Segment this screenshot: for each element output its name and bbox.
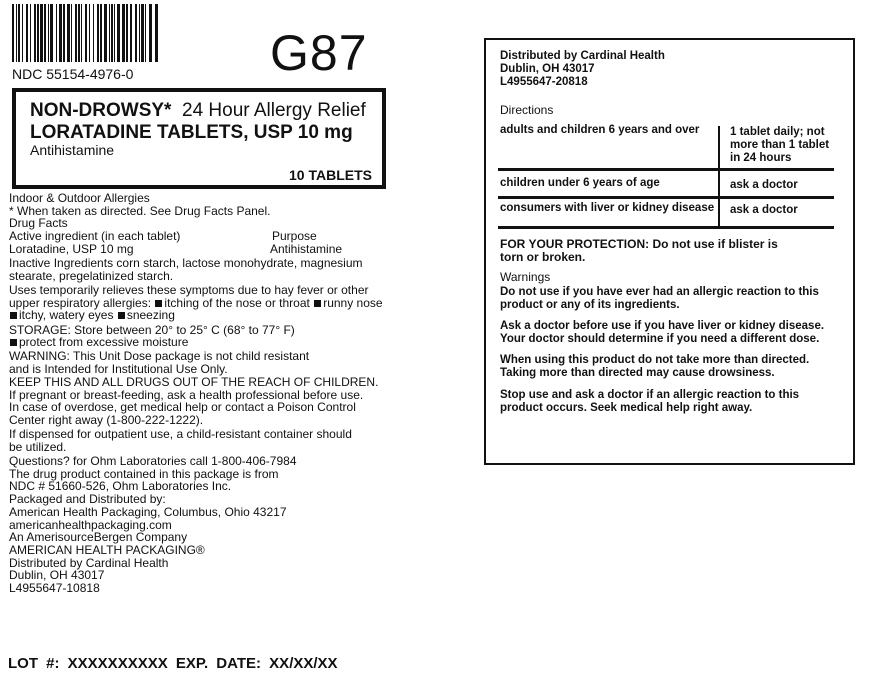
barcode-bar: [34, 4, 36, 62]
barcode-bar: [16, 4, 17, 62]
barcode-bar: [18, 4, 20, 62]
barcode-bar: [149, 4, 152, 62]
title-line-1: NON-DROWSY* 24 Hour Allergy Relief: [30, 100, 366, 121]
warning-ask-doctor: Ask a doctor before use if you have liver or kidney disease. Your doctor should determine if you need a different dose.: [500, 320, 825, 345]
drug-facts-line: * When taken as directed. See Drug Facts Panel.: [9, 203, 271, 218]
ndc-number: NDC 55154-4976-0: [12, 66, 134, 82]
uses-line: Uses temporarily relieves these symptoms due to hay fever or other: [9, 282, 369, 297]
warning-when-using: When using this product do not take more than directed. Taking more than directed may cause drowsiness.: [500, 354, 810, 379]
barcode-bar: [130, 4, 132, 62]
directions-row-1-label: adults and children 6 years and over: [500, 124, 700, 136]
barcode-bar: [30, 4, 31, 62]
inactive-ingredients: Inactive Ingredients corn starch, lactose monohydrate, magnesium: [9, 256, 363, 271]
warning-do-not-use: Do not use if you have ever had an allergic reaction to this product or any of its ingredients.: [500, 286, 819, 311]
table-rule: [498, 226, 834, 229]
bullet-square-icon: [155, 300, 162, 307]
barcode-bar: [22, 4, 23, 62]
barcode-bar: [135, 4, 137, 62]
directions-panel: [484, 38, 855, 465]
source-line: The drug product contained in this package is from: [9, 466, 279, 481]
barcode-bar: [50, 4, 53, 62]
barcode-bar: [104, 4, 107, 62]
directions-row-2-label: children under 6 years of age: [500, 177, 660, 189]
directions-row-2-value: ask a doctor: [730, 179, 798, 191]
product-name: LORATADINE TABLETS, USP 10 mg: [30, 122, 353, 143]
barcode-bar: [117, 4, 120, 62]
barcode-bar: [155, 4, 158, 62]
warning-line: In case of overdose, get medical help or contact a Poison Control: [9, 400, 356, 415]
tablet-count: 10 TABLETS: [289, 167, 372, 183]
purpose-label: Purpose: [272, 229, 317, 244]
purpose-value: Antihistamine: [270, 241, 343, 256]
product-code: G87: [270, 25, 368, 81]
table-divider: [718, 126, 720, 226]
barcode-bar: [71, 4, 72, 62]
directions-row-1-dose: 1 tablet daily; not more than 1 tablet in 24 hours: [730, 126, 830, 164]
table-rule: [498, 168, 834, 171]
bullet-square-icon: [10, 339, 17, 346]
drug-facts-line: stearate, pregelatinized starch.: [9, 268, 174, 283]
product-class: Antihistamine: [30, 142, 115, 158]
directions-heading: Directions: [500, 103, 554, 117]
warning-line: Center right away (1-800-222-1222).: [9, 412, 204, 427]
barcode-bar: [26, 4, 28, 62]
packager-line: Packaged and Distributed by:: [9, 492, 166, 507]
barcode-bar: [93, 4, 94, 62]
warning-line: If pregnant or breast-feeding, ask a health professional before use.: [9, 387, 364, 402]
distributor-line: L4955647-10818: [9, 581, 100, 596]
bullet-square-icon: [10, 312, 17, 319]
barcode-bar: [44, 4, 46, 62]
questions-line: Questions? for Ohm Laboratories call 1-800-406-7984: [9, 454, 297, 469]
barcode-bar: [109, 4, 110, 62]
barcode-bar: [145, 4, 146, 62]
active-ingredient: Loratadine, USP 10 mg: [9, 241, 134, 256]
barcode-bar: [56, 4, 57, 62]
protection-notice: FOR YOUR PROTECTION: Do not use if blister is torn or broken.: [500, 237, 778, 264]
distributor-info: Distributed by Cardinal Health Dublin, OH 43017 L4955647-20818: [500, 50, 665, 88]
barcode-bar: [141, 4, 144, 62]
barcode-bar: [89, 4, 90, 62]
warning-line: WARNING: This Unit Dose package is not child resistant: [9, 349, 310, 364]
barcode-bar: [37, 4, 39, 62]
barcode-bar: [97, 4, 99, 62]
barcode-bar: [78, 4, 80, 62]
directions-row-3-value: ask a doctor: [730, 204, 798, 216]
barcode-bar: [114, 4, 115, 62]
barcode-bar: [126, 4, 128, 62]
barcode-bar: [40, 4, 43, 62]
warning-line: and is Intended for Institutional Use Only.: [9, 362, 228, 377]
distributor-line: Dublin, OH 43017: [9, 568, 105, 583]
barcode-bar: [122, 4, 125, 62]
barcode-bar: [12, 4, 14, 62]
barcode-bar: [85, 4, 87, 62]
barcode-bar: [59, 4, 62, 62]
barcode-bar: [111, 4, 113, 62]
barcode-bar: [100, 4, 102, 62]
barcode-bar: [63, 4, 65, 62]
barcode-bar: [67, 4, 70, 62]
distributor-line: Distributed by Cardinal Health: [9, 555, 169, 570]
packager-line: American Health Packaging, Columbus, Ohio 43217: [9, 504, 287, 519]
drug-facts-panel: Indoor & Outdoor Allergies * When taken as directed. See Drug Facts Panel. Drug Facts Active ingredient (in each tablet) Purpose Loratadine, USP 10 mg Antihistamine Inactive Ingredients corn starch, lactose monohydrate, magnesium stearate, pregelatinized starch. Uses temporarily relieves these symptoms due to hay fever or other upper respiratory allergies: itching of the nose or throat runny nose itchy, watery eyes sneezing STORAGE: Store between 20° to 25° C (68° to 77° F) protect from excessive moisture WARNING: This Unit Dose package is not child resistant and is Intended for Institutional Use Only. KEEP THIS AND ALL DRUGS OUT OF THE REACH OF CHILDREN. If pregnant or breast-feeding, ask a health professional before use. In case of overdose, get medical help or contact a Poison Control Center right away (1-800-222-1222). If dispensed for outpatient use, a child-resistant container should be utilized. Questions? for Ohm Laboratories call 1-800-406-7984 The drug product contained in this package is from NDC # 51660-526, Ohm Laboratories Inc. Packaged and Distributed by: American Health Packaging, Columbus, Ohio 43217 americanhealthpackaging.com An AmerisourceBergen Company AMERICAN HEALTH PACKAGING® Distributed by Cardinal Health Dublin, OH 43017 L4955647-10818: [9, 192, 389, 595]
warning-line: KEEP THIS AND ALL DRUGS OUT OF THE REACH OF CHILDREN.: [9, 374, 379, 389]
bullet-square-icon: [314, 300, 321, 307]
warning-stop-use: Stop use and ask a doctor if an allergic reaction to this product occurs. Seek medical help right away.: [500, 389, 800, 414]
packager-line: AMERICAN HEALTH PACKAGING®: [9, 542, 205, 557]
packager-line: An AmerisourceBergen Company: [9, 530, 188, 545]
barcode-bar: [139, 4, 140, 62]
warning-line: be utilized.: [9, 439, 67, 454]
drug-facts-line: Indoor & Outdoor Allergies: [9, 191, 150, 205]
warnings-heading: Warnings: [500, 270, 551, 284]
table-rule: [498, 196, 834, 199]
packager-line: americanhealthpackaging.com: [9, 517, 172, 532]
product-title-box: [12, 88, 386, 189]
lot-expiry-line: LOT #: XXXXXXXXXX EXP. DATE: XX/XX/XX: [8, 655, 338, 672]
bullet-square-icon: [118, 312, 125, 319]
active-ingredient-label: Active ingredient (in each tablet): [9, 229, 181, 244]
directions-row-3-label: consumers with liver or kidney disease: [500, 202, 715, 214]
barcode-graphic: [12, 4, 162, 62]
source-line: NDC # 51660-526, Ohm Laboratories Inc.: [9, 479, 232, 494]
barcode-bar: [81, 4, 82, 62]
barcode-bar: [48, 4, 49, 62]
warning-line: If dispensed for outpatient use, a child-resistant container should: [9, 427, 352, 442]
barcode-bar: [75, 4, 77, 62]
drug-facts-heading: Drug Facts: [9, 216, 68, 231]
storage-line: STORAGE: Store between 20° to 25° C (68° to 77° F): [9, 322, 295, 337]
